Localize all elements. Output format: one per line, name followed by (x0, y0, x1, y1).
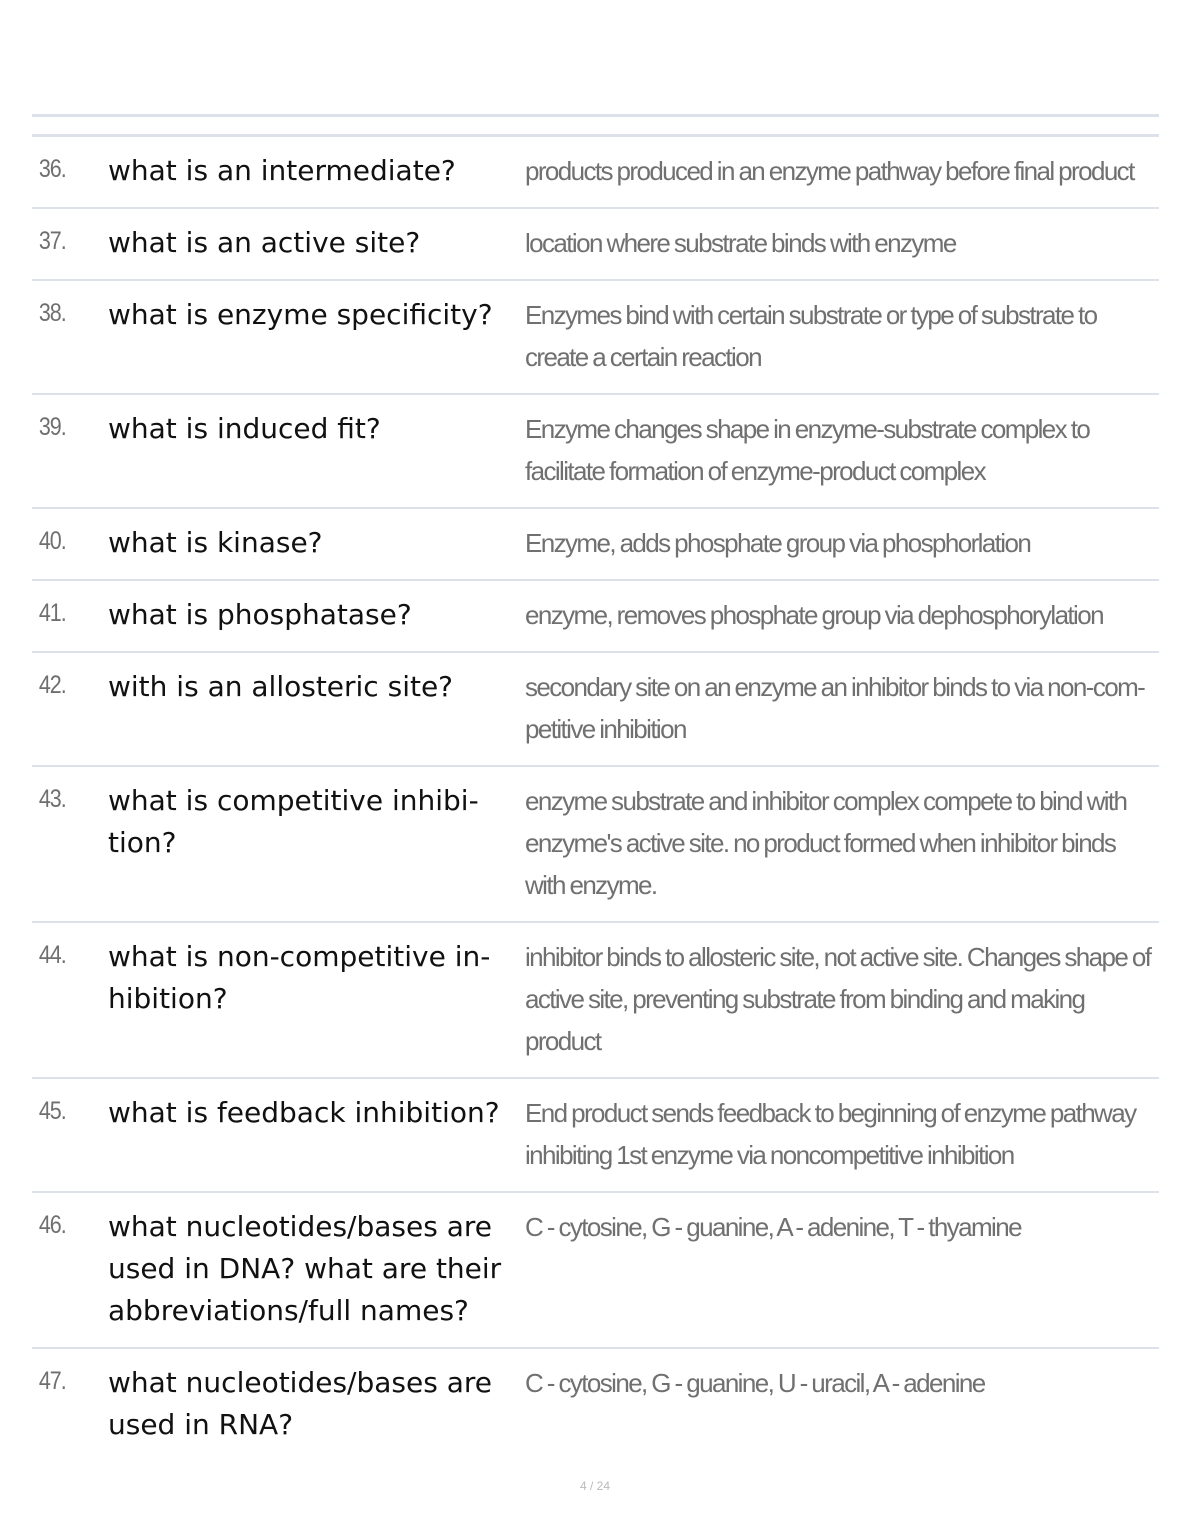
card-number: 37. (38, 227, 66, 255)
card-number: 38. (38, 299, 66, 327)
card-definition: products produced in an enzyme pathway before final product (525, 156, 1134, 186)
card-term: what is kinase? (108, 526, 323, 559)
top-divider (32, 114, 1159, 117)
card-definition: Enzyme, adds phosphate group via phosphorlation (525, 528, 1031, 558)
card-term: what is an intermediate? (108, 154, 456, 187)
card-term: what nucleotides/bases are used in DNA? what are their abbreviations/full names? (108, 1210, 502, 1327)
flashcard-row (32, 767, 1159, 923)
card-term: what is non-competitive in- hibition? (108, 940, 491, 1015)
flashcard-row (32, 209, 1159, 281)
card-term: what is feedback inhibition? (108, 1096, 500, 1129)
card-number: 46. (38, 1211, 66, 1239)
card-term: what is enzyme specificity? (108, 298, 493, 331)
card-term: what is induced fit? (108, 412, 381, 445)
card-definition: C - cytosine, G - guanine, U - uracil, A - adenine (525, 1368, 985, 1398)
flashcard-row (32, 1349, 1159, 1461)
card-number: 41. (38, 599, 66, 627)
card-definition: enzyme, removes phosphate group via dephosphorylation (525, 600, 1103, 630)
card-number: 39. (38, 413, 66, 441)
card-definition: secondary site on an enzyme an inhibitor binds to via non-com- petitive inhibition (525, 672, 1145, 744)
card-number: 43. (38, 785, 66, 813)
card-term: with is an allosteric site? (108, 670, 454, 703)
card-term: what is competitive inhibi- tion? (108, 784, 479, 859)
card-number: 40. (38, 527, 66, 555)
flashcard-row (32, 137, 1159, 209)
card-number: 45. (38, 1097, 66, 1125)
card-definition: Enzymes bind with certain substrate or type of substrate to create a certain reaction (525, 300, 1097, 372)
flashcard-row (32, 395, 1159, 509)
card-definition: C - cytosine, G - guanine, A - adenine, T - thyamine (525, 1212, 1021, 1242)
flashcard-row (32, 1193, 1159, 1349)
card-number: 44. (38, 941, 66, 969)
card-number: 47. (38, 1367, 66, 1395)
card-definition: enzyme substrate and inhibitor complex compete to bind with enzyme's active site. no product formed when inhibitor binds with enzyme. (525, 786, 1127, 900)
card-number: 36. (38, 155, 66, 183)
card-term: what nucleotides/bases are used in RNA? (108, 1366, 493, 1441)
flashcard-row (32, 581, 1159, 653)
flashcard-row (32, 281, 1159, 395)
card-number: 42. (38, 671, 66, 699)
card-definition: inhibitor binds to allosteric site, not active site. Changes shape of active site, preventing substrate from binding and making product (525, 942, 1151, 1056)
card-term: what is phosphatase? (108, 598, 412, 631)
flashcard-row (32, 1079, 1159, 1193)
card-definition: End product sends feedback to beginning of enzyme pathway inhibiting 1st enzyme via noncompetitive inhibition (525, 1098, 1136, 1170)
card-definition: location where substrate binds with enzyme (525, 228, 956, 258)
page-indicator: 4 / 24 (579, 1479, 611, 1493)
card-definition: Enzyme changes shape in enzyme-substrate complex to facilitate formation of enzyme-product complex (525, 414, 1090, 486)
card-term: what is an active site? (108, 226, 421, 259)
flashcard-row (32, 509, 1159, 581)
flashcard-row (32, 653, 1159, 767)
flashcard-list (32, 137, 1159, 1461)
flashcard-row (32, 923, 1159, 1079)
